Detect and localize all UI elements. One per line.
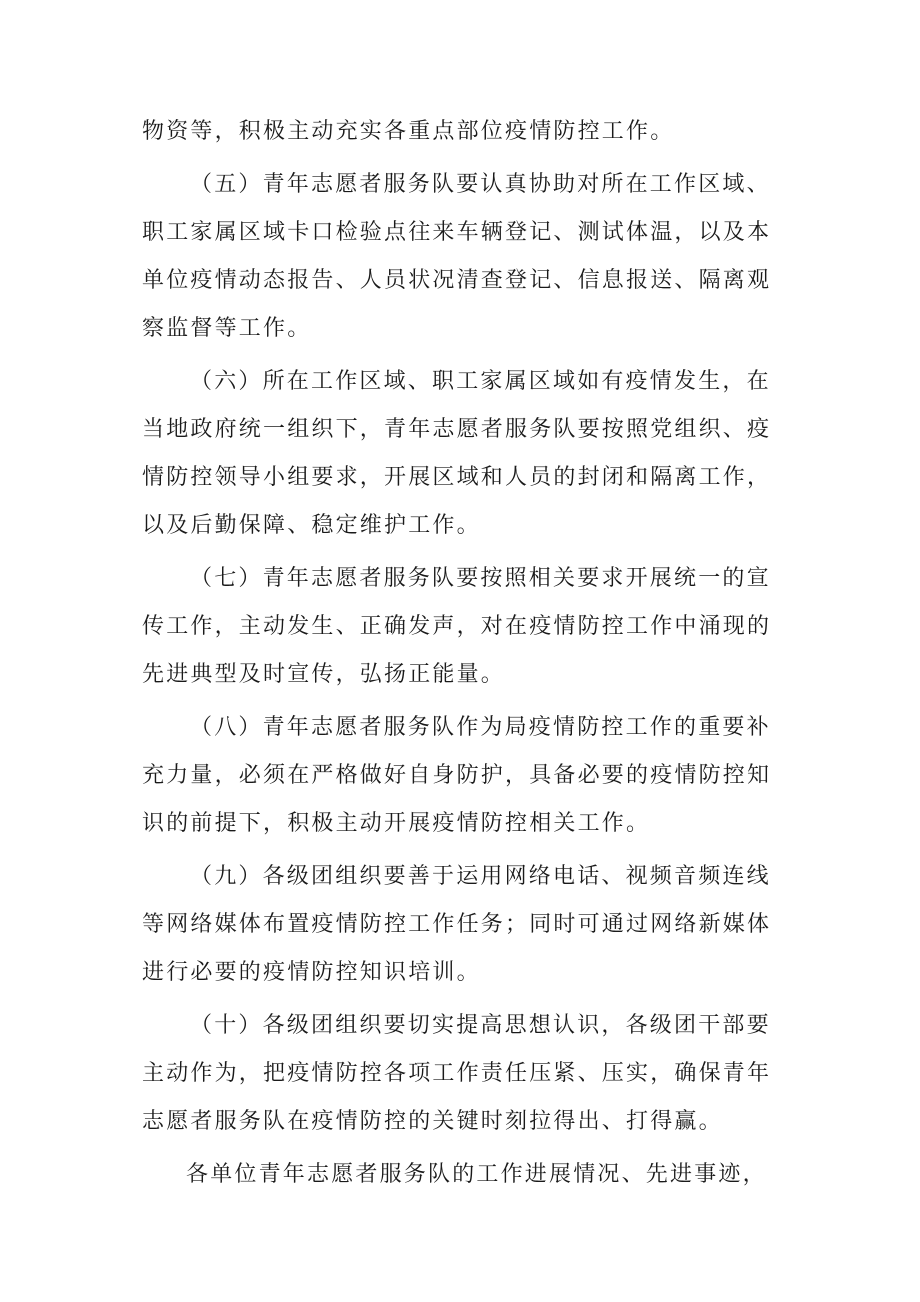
paragraph-5-line-4: 察监督等工作。 — [142, 316, 312, 341]
paragraph-7-line-1: （七）青年志愿者服务队要按照相关要求开展统一的宣 — [190, 566, 771, 591]
paragraph-10-line-2: 主动作为，把疫情防控各项工作责任压紧、压实，确保青年 — [142, 1061, 772, 1086]
paragraph-8-line-2: 充力量，必须在严格做好自身防护，具备必要的疫情防控知 — [142, 763, 772, 788]
paragraph-10-line-3: 志愿者服务队在疫情防控的关键时刻拉得出、打得赢。 — [142, 1109, 723, 1134]
paragraph-7-line-2: 传工作，主动发生、正确发声，对在疫情防控工作中涌现的 — [142, 614, 772, 639]
paragraph-6-line-1: （六）所在工作区域、职工家属区域如有疫情发生，在 — [190, 369, 771, 394]
paragraph-8-line-3: 识的前提下，积极主动开展疫情防控相关工作。 — [142, 811, 651, 836]
paragraph-9-line-1: （九）各级团组织要善于运用网络电话、视频音频连线 — [190, 864, 771, 889]
closing-paragraph-line-1: 各单位青年志愿者服务队的工作进展情况、先进事迹， — [186, 1162, 767, 1187]
paragraph-6-line-3: 情防控领导小组要求，开展区域和人员的封闭和隔离工作， — [142, 465, 772, 490]
text-line: 物资等，积极主动充实各重点部位疫情防控工作。 — [142, 119, 675, 144]
paragraph-10-line-1: （十）各级团组织要切实提高思想认识，各级团干部要 — [190, 1013, 771, 1038]
paragraph-9-line-2: 等网络媒体布置疫情防控工作任务；同时可通过网络新媒体 — [142, 912, 772, 937]
paragraph-5-line-2: 职工家属区域卡口检验点往来车辆登记、测试体温，以及本 — [142, 220, 772, 245]
paragraph-6-line-4: 以及后勤保障、稳定维护工作。 — [142, 513, 481, 538]
paragraph-8-line-1: （八）青年志愿者服务队作为局疫情防控工作的重要补 — [190, 715, 771, 740]
document-body — [142, 108, 792, 1199]
paragraph-5-line-1: （五）青年志愿者服务队要认真协助对所在工作区域、 — [190, 172, 771, 197]
paragraph-6-line-2: 当地政府统一组织下，青年志愿者服务队要按照党组织、疫 — [142, 417, 772, 442]
paragraph-5-line-3: 单位疫情动态报告、人员状况清查登记、信息报送、隔离观 — [142, 268, 772, 293]
paragraph-7-line-3: 先进典型及时宣传，弘扬正能量。 — [142, 662, 506, 687]
paragraph-9-line-3: 进行必要的疫情防控知识培训。 — [142, 960, 481, 985]
